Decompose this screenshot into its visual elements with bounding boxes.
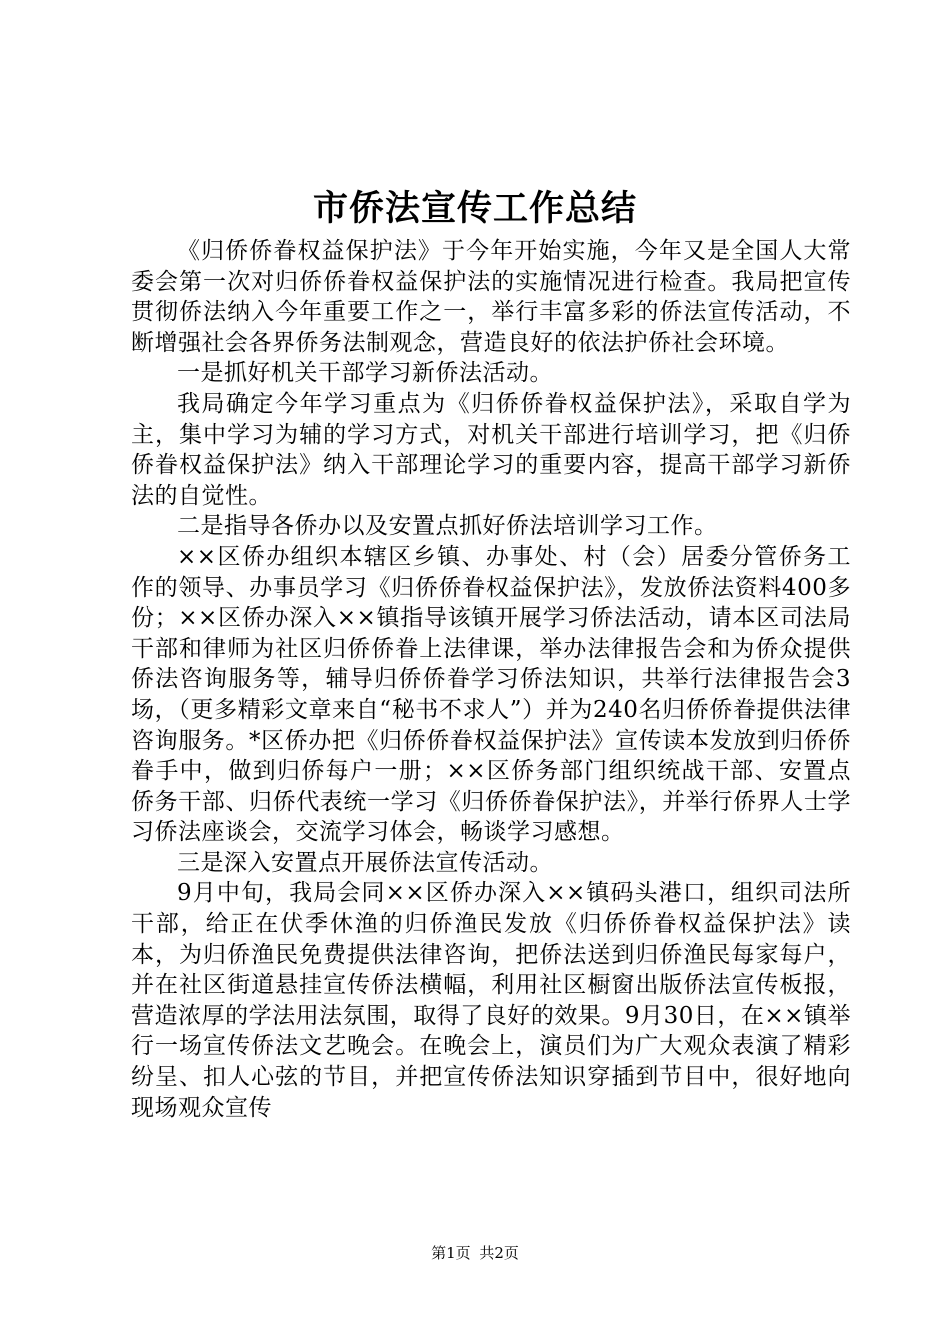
document-body: [131, 236, 851, 1123]
section-heading-2: 二是指导各侨办以及安置点抓好侨法培训学习工作。: [177, 513, 718, 540]
section-heading-3: 三是深入安置点开展侨法宣传活动。: [177, 849, 553, 876]
page-number: 第1页: [431, 1244, 471, 1262]
paragraph-section-3: 9月中旬，我局会同××区侨办深入××镇码头港口，组织司法所干部，给正在伏季休渔的归侨渔民发放《归侨侨眷权益保护法》读本，为归侨渔民免费提供法律咨询，把侨法送到归侨渔民每家每户，并在社区街道悬挂宣传侨法横幅，利用社区橱窗出版侨法宣传板报，营造浓厚的学法用法氛围，取得了良好的效果。9月30日，在××镇举行一场宣传侨法文艺晚会。在晚会上，演员们为广大观众表演了精彩纷呈、扣人心弦的节目，并把宣传侨法知识穿插到节目中，很好地向现场观众宣传: [131, 880, 851, 1121]
page-footer: [0, 1243, 950, 1263]
page-total: 共2页: [479, 1244, 519, 1262]
paragraph-section-1: 我局确定今年学习重点为《归侨侨眷权益保护法》，采取自学为主，集中学习为辅的学习方式，对机关干部进行培训学习，把《归侨侨眷权益保护法》纳入干部理论学习的重要内容，提高干部学习新侨法的自觉性。: [131, 390, 851, 509]
section-heading-1: 一是抓好机关干部学习新侨法活动。: [177, 360, 553, 387]
paragraph-section-2: ××区侨办组织本辖区乡镇、办事处、村（会）居委分管侨务工作的领导、办事员学习《归侨侨眷权益保护法》，发放侨法资料400多份；××区侨办深入××镇指导该镇开展学习侨法活动，请本区司法局干部和律师为社区归侨侨眷上法律课，举办法律报告会和为侨众提供侨法咨询服务等，辅导归侨侨眷学习侨法知识，共举行法律报告会3场，（更多精彩文章来自“秘书不求人”）并为240名归侨侨眷提供法律咨询服务。*区侨办把《归侨侨眷权益保护法》宣传读本发放到归侨侨眷手中，做到归侨每户一册；××区侨务部门组织统战干部、安置点侨务干部、归侨代表统一学习《归侨侨眷保护法》，并举行侨界人士学习侨法座谈会，交流学习体会，畅谈学习感想。: [131, 543, 851, 846]
document-title: 市侨法宣传工作总结: [312, 188, 637, 229]
paragraph-intro: 《归侨侨眷权益保护法》于今年开始实施，今年又是全国人大常委会第一次对归侨侨眷权益保护法的实施情况进行检查。我局把宣传贯彻侨法纳入今年重要工作之一，举行丰富多彩的侨法宣传活动，不断增强社会各界侨务法制观念，营造良好的依法护侨社会环境。: [131, 238, 851, 356]
